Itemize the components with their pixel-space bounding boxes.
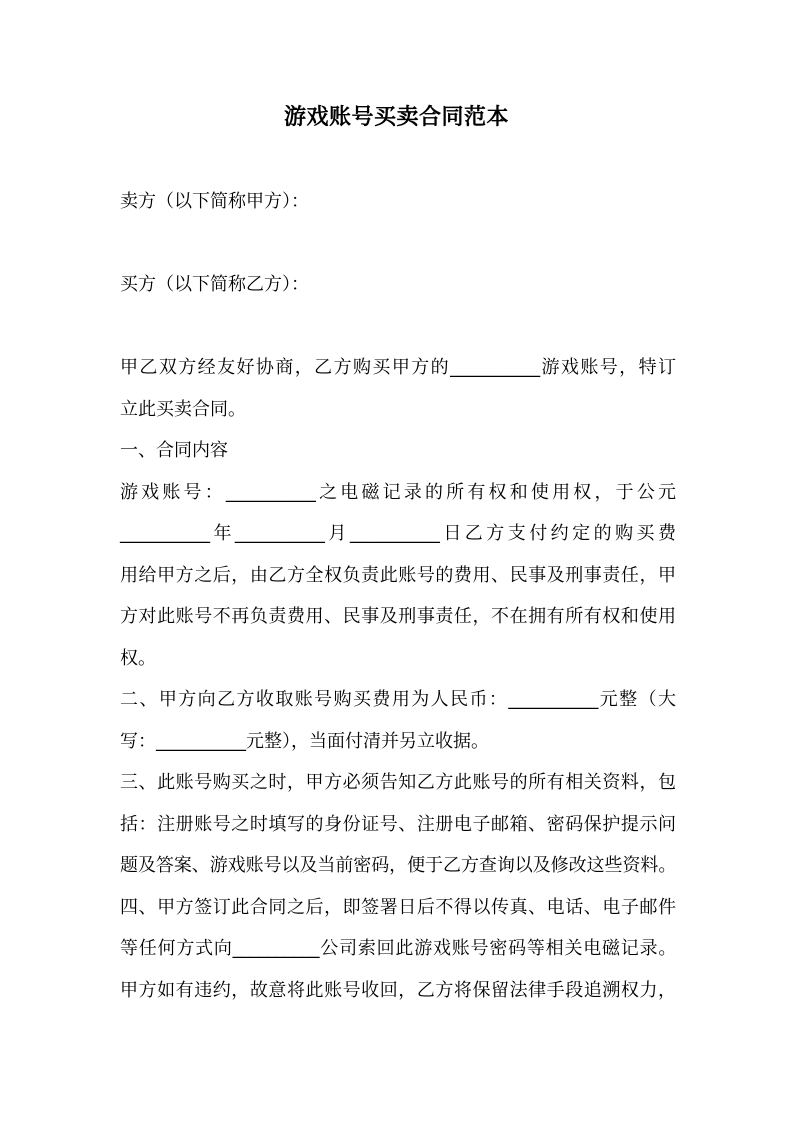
paragraph-line: __________年__________月__________日乙方支付约定的购买费 <box>120 523 676 544</box>
paragraph-line: 方对此账号不再负责费用、民事及刑事责任，不在拥有所有权和使用 <box>120 606 676 627</box>
paragraph-line: 二、甲方向乙方收取账号购买费用为人民币：__________元整（大 <box>120 689 676 710</box>
paragraph-line: 游戏账号：__________之电磁记录的所有权和使用权，于公元 <box>120 482 676 503</box>
paragraph-line: 题及答案、游戏账号以及当前密码，便于乙方查询以及修改这些资料。 <box>120 855 676 876</box>
paragraph-line: 括：注册账号之时填写的身份证号、注册电子邮箱、密码保护提示问 <box>120 814 676 835</box>
paragraph-line: 权。 <box>120 648 156 669</box>
paragraph-line: 四、甲方签订此合同之后，即签署日后不得以传真、电话、电子邮件 <box>120 897 676 918</box>
paragraph-line: 甲方如有违约，故意将此账号收回，乙方将保留法律手段追溯权力， <box>120 980 676 1001</box>
paragraph-line: 甲乙双方经友好协商，乙方购买甲方的__________游戏账号，特订 <box>120 357 676 378</box>
seller-line: 卖方（以下简称甲方）： <box>120 191 309 212</box>
buyer-line: 买方（以下简称乙方）： <box>120 274 309 295</box>
paragraph-line: 写：__________元整），当面付清并另立收据。 <box>120 731 489 752</box>
paragraph-line: 立此买卖合同。 <box>120 399 246 420</box>
section-heading: 一、合同内容 <box>120 440 228 461</box>
paragraph-line: 三、此账号购买之时，甲方必须告知乙方此账号的所有相关资料，包 <box>120 772 676 793</box>
paragraph-line: 用给甲方之后，由乙方全权负责此账号的费用、民事及刑事责任，甲 <box>120 565 676 586</box>
paragraph-line: 等任何方式向__________公司索回此游戏账号密码等相关电磁记录。 <box>120 938 676 959</box>
document-title: 游戏账号买卖合同范本 <box>283 105 509 130</box>
